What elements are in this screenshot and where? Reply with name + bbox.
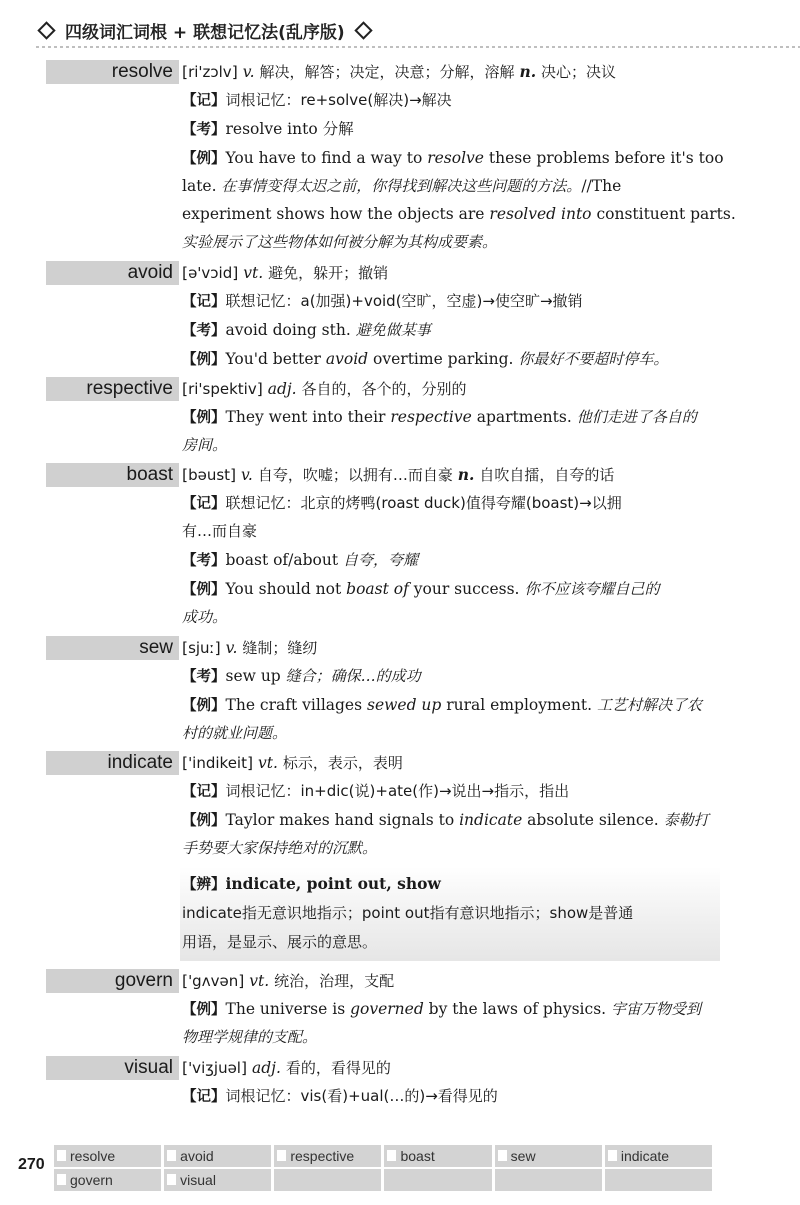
checklist-empty-cell [384,1169,491,1191]
checklist-empty-cell [495,1169,602,1191]
header-divider [36,46,800,48]
diamond-icon [37,21,55,39]
exam-line: 【考】sew up 缝合；确保…的成功 [182,667,421,685]
headword: boast [46,463,179,487]
exam-line: 【考】avoid doing sth. 避免做某事 [182,321,431,339]
page-number: 270 [18,1156,45,1173]
headword: govern [46,969,179,993]
example-line: 【例】They went into their respective apartments. 他们走进了各自的 [182,408,697,426]
usage-note-text: 用语，是显示、展示的意思。 [182,933,378,951]
headword: resolve [46,60,179,84]
example-translation: 实验展示了这些物体如何被分解为其构成要素。 [182,233,498,251]
memory-line: 【记】词根记忆：re+solve(解决)→解决 [182,91,452,109]
checklist-item[interactable]: visual [164,1169,271,1191]
example-line: 【例】You have to find a way to resolve these problems before it's too [182,149,724,167]
checklist-item[interactable]: sew [495,1145,602,1167]
example-line: 【例】You'd better avoid overtime parking. 你最好不要超时停车。 [182,350,669,368]
checklist-item[interactable]: boast [384,1145,491,1167]
memory-line: 【记】词根记忆：in+dic(说)+ate(作)→说出→指示，指出 [182,782,570,800]
example-translation: 成功。 [182,608,228,626]
example-line: late. 在事情变得太迟之前，你得找到解决这些问题的方法。//The [182,177,622,195]
definition-line: [sjuː] v. 缝制；缝纫 [182,639,318,657]
definition-line: ['indikeit] vt. 标示，表示，表明 [182,754,403,772]
definition-line: ['viʒjuəl] adj. 看的，看得见的 [182,1059,391,1077]
example-translation: 手势要大家保持绝对的沉默。 [182,839,378,857]
example-line: experiment shows how the objects are resolved into constituent parts. [182,205,736,223]
definition-line: [ə'vɔid] vt. 避免，躲开；撤销 [182,264,389,282]
checklist-item[interactable]: indicate [605,1145,712,1167]
checklist-empty-cell [605,1169,712,1191]
example-translation: 房间。 [182,436,228,454]
example-line: 【例】The universe is governed by the laws of physics. 宇宙万物受到 [182,1000,702,1018]
headword: sew [46,636,179,660]
page-header-title: 四级词汇词根 + 联想记忆法(乱序版) [65,22,345,43]
definition-line: [ri'zɔlv] v. 解决，解答；决定，决意；分解，溶解 n. 决心；决议 [182,62,617,81]
checklist-item[interactable]: govern [54,1169,161,1191]
checklist-item[interactable]: respective [274,1145,381,1167]
page-header [36,18,374,42]
definition-line: [bəust] v. 自夸，吹嘘；以拥有…而自豪 n. 自吹自擂，自夸的话 [182,465,615,484]
example-line: 【例】Taylor makes hand signals to indicate absolute silence. 泰勒打 [182,811,709,829]
exam-line: 【考】resolve into 分解 [182,120,354,138]
example-translation: 物理学规律的支配。 [182,1028,318,1046]
headword: visual [46,1056,179,1080]
phonetic: ri'zɔlv [188,63,232,81]
memory-line: 有…而自豪 [182,522,258,540]
headword: indicate [46,751,179,775]
example-translation: 村的就业问题。 [182,724,288,742]
example-line: 【例】You should not boast of your success. 你不应该夸耀自己的 [182,580,660,598]
headword: respective [46,377,179,401]
memory-line: 【记】词根记忆：vis(看)+ual(…的)→看得见的 [182,1087,498,1105]
usage-note-text: indicate指无意识地指示；point out指有意识地指示；show是普通 [182,904,634,922]
memory-line: 【记】联想记忆：a(加强)+void(空旷，空虚)→使空旷→撤销 [182,292,583,310]
checklist-item[interactable]: avoid [164,1145,271,1167]
checklist-item[interactable]: resolve [54,1145,161,1167]
diamond-icon [354,21,372,39]
definition-line: ['gʌvən] vt. 统治，治理，支配 [182,972,395,990]
definition-line: [ri'spektiv] adj. 各自的，各个的，分别的 [182,380,467,398]
review-checklist [54,1145,712,1191]
checklist-empty-cell [274,1169,381,1191]
example-line: 【例】The craft villages sewed up rural employment. 工艺村解决了农 [182,696,702,714]
usage-note-title: 【辨】indicate, point out, show [182,874,441,893]
memory-line: 【记】联想记忆：北京的烤鸭(roast duck)值得夸耀(boast)→以拥 [182,494,622,512]
exam-line: 【考】boast of/about 自夸，夸耀 [182,551,419,569]
headword: avoid [46,261,179,285]
